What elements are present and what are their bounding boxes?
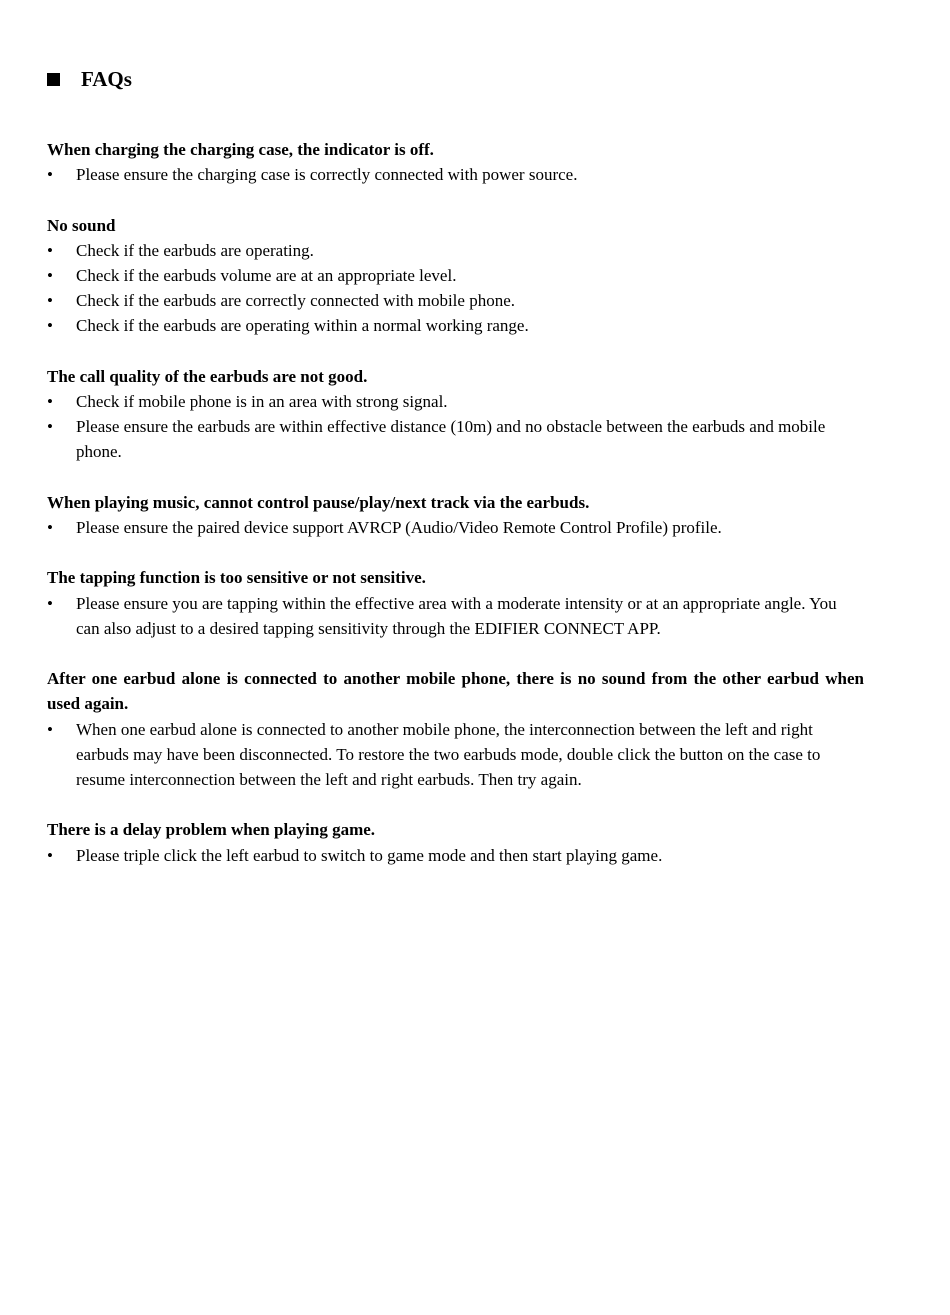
faq-answer (47, 238, 864, 263)
faq-item (47, 364, 864, 465)
faq-item (47, 565, 864, 641)
faq-answer-text: Please ensure the paired device support AVRCP (Audio/Video Remote Control Profile) profile. (76, 518, 722, 537)
faq-answer (47, 313, 864, 338)
black-square-icon (47, 73, 60, 86)
faq-question: When charging the charging case, the indicator is off. (47, 140, 434, 159)
bullet-icon: • (47, 417, 53, 437)
faq-answer-text: Please ensure the earbuds are within effective distance (10m) and no obstacle between the earbuds and mobile phone. (76, 417, 826, 462)
faq-item (47, 213, 864, 339)
faq-question: No sound (47, 215, 116, 235)
bullet-icon: • (47, 518, 53, 537)
faq-answer-text: Please triple click the left earbud to switch to game mode and then start playing game. (76, 845, 663, 865)
faq-question: The call quality of the earbuds are not good. (47, 366, 368, 386)
faq-answer (47, 389, 864, 414)
faq-answer-text: Please ensure you are tapping within the effective area with a moderate intensity or at an appropriate angle. You can also adjust to a desired tapping sensitivity through the EDIFIER CONNECT APP. (76, 593, 837, 638)
faq-answer (47, 843, 864, 868)
faq-answer (47, 591, 864, 641)
faq-answer-text: When one earbud alone is connected to another mobile phone, the interconnection between the left and right earbuds may have been disconnected. To restore the two earbuds mode, double click the button on the case to resume interconnection between the left and right earbuds. Then try again. (76, 719, 821, 789)
faq-answer (47, 414, 864, 464)
faq-answer-text: Check if the earbuds volume are at an appropriate level. (76, 266, 457, 285)
faq-answer-text: Please ensure the charging case is correctly connected with power source. (76, 165, 578, 185)
bullet-icon: • (47, 165, 53, 185)
faq-list (47, 137, 864, 893)
bullet-icon: • (47, 266, 53, 285)
faq-question: There is a delay problem when playing game. (47, 820, 376, 840)
bullet-icon: • (47, 316, 53, 336)
faq-item (47, 666, 864, 792)
faq-answer (47, 288, 864, 313)
faq-item (47, 817, 864, 867)
section-title: FAQs (81, 67, 132, 91)
faq-question: When playing music, cannot control pause/play/next track via the earbuds. (47, 492, 590, 512)
faq-item (47, 490, 864, 540)
faq-item (47, 137, 864, 187)
section-header (47, 64, 132, 94)
faq-answer (47, 162, 864, 187)
bullet-icon: • (47, 845, 53, 865)
faq-answer-text: Check if mobile phone is in an area with strong signal. (76, 392, 448, 411)
faq-answer-text: Check if the earbuds are operating within a normal working range. (76, 316, 529, 336)
bullet-icon: • (47, 719, 53, 739)
faq-question: The tapping function is too sensitive or not sensitive. (47, 568, 426, 588)
bullet-icon: • (47, 240, 53, 260)
bullet-icon: • (47, 291, 53, 311)
faq-answer (47, 263, 864, 288)
bullet-icon: • (47, 593, 53, 613)
faq-answer (47, 515, 864, 540)
bullet-icon: • (47, 392, 53, 411)
faq-answer (47, 717, 864, 793)
faq-question: After one earbud alone is connected to another mobile phone, there is no sound from the other earbud when used again. (47, 669, 864, 714)
faq-answer-text: Check if the earbuds are operating. (76, 240, 314, 260)
faq-answer-text: Check if the earbuds are correctly connected with mobile phone. (76, 291, 515, 311)
